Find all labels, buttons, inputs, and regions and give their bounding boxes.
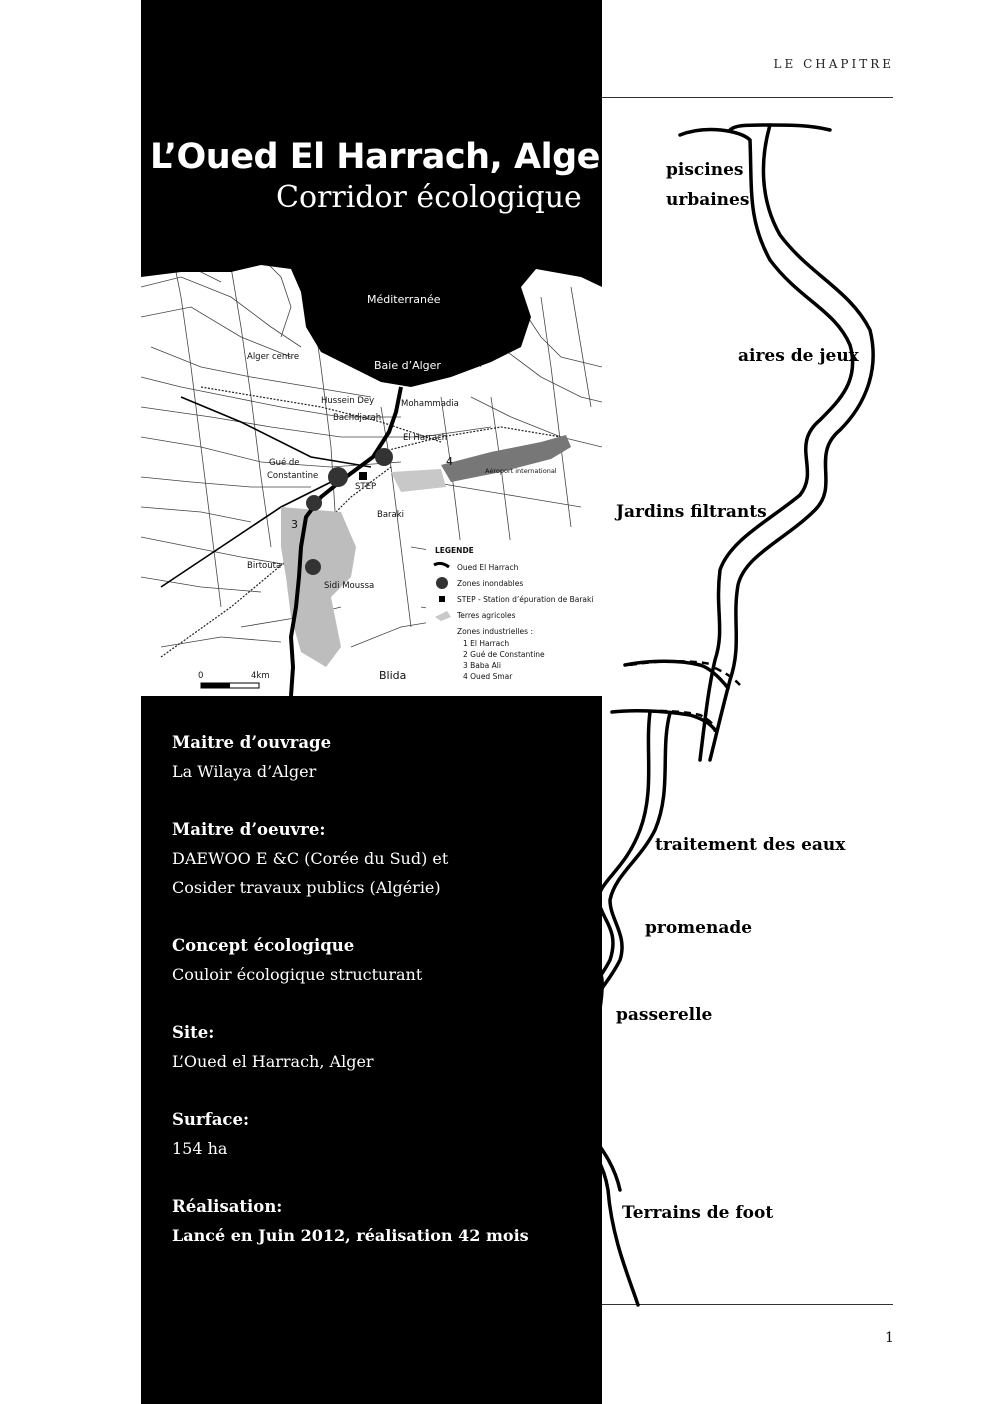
info-block-maitre-oeuvre — [172, 815, 529, 902]
flood-zone-marker — [306, 495, 322, 511]
page-subtitle: Corridor écologique — [276, 180, 582, 215]
amenity-label: Jardins filtrants — [616, 502, 767, 522]
info-value: DAEWOO E &C (Corée du Sud) et — [172, 849, 449, 868]
info-value: La Wilaya d’Alger — [172, 762, 317, 781]
info-label: Concept écologique — [172, 936, 355, 955]
amenity-label: aires de jeux — [738, 346, 859, 366]
amenity-label: Terrains de foot — [622, 1203, 774, 1223]
place-label: Mohammadia — [401, 399, 459, 409]
info-label: Surface: — [172, 1110, 250, 1129]
amenity-label: traitement des eaux — [655, 835, 846, 855]
amenity-label: promenade — [645, 918, 753, 938]
flood-zone-marker — [305, 559, 321, 575]
info-label: Maitre d’ouvrage — [172, 733, 332, 752]
legend-item: STEP - Station d’épuration de Baraki — [457, 595, 594, 604]
place-label: Gué de — [269, 458, 300, 468]
info-label: Réalisation: — [172, 1197, 283, 1216]
scale-start-label: 0 — [198, 671, 204, 681]
place-label: Blida — [379, 669, 407, 682]
place-label: Birtouta — [247, 561, 282, 571]
info-block-realisation — [172, 1192, 529, 1250]
info-label: Site: — [172, 1023, 215, 1042]
info-block-surface — [172, 1105, 529, 1163]
project-info — [172, 728, 529, 1279]
place-label: Alger centre — [247, 352, 300, 362]
legend-title: LEGENDE — [435, 546, 474, 555]
info-value: Cosider travaux publics (Algérie) — [172, 878, 441, 897]
page-title: L’Oued El Harrach, Alger — [150, 137, 617, 177]
zone-number-label: 4 — [446, 455, 453, 468]
place-label: STEP — [355, 482, 377, 492]
info-block-site — [172, 1018, 529, 1076]
legend-item: 1 El Harrach — [463, 639, 510, 648]
legend-item: Oued El Harrach — [457, 563, 519, 572]
place-label: El Harrach — [403, 433, 448, 443]
amenity-label: piscines — [666, 160, 744, 180]
page-number: 1 — [885, 1330, 894, 1346]
place-label: Constantine — [267, 471, 319, 481]
place-label: Sidi Moussa — [324, 581, 375, 591]
river-illustration — [520, 100, 900, 1310]
place-label: Hussein Dey — [321, 396, 375, 406]
legend-item: 2 Gué de Constantine — [463, 650, 545, 659]
legend-item: 3 Baba Ali — [463, 661, 501, 670]
top-rule — [602, 97, 893, 98]
chapter-label: LE CHAPITRE — [773, 57, 894, 71]
legend-item: 4 Oued Smar — [463, 672, 513, 681]
place-label: Bachdjarah — [333, 413, 382, 423]
place-label: Baraki — [377, 510, 405, 520]
amenity-label: passerelle — [616, 1005, 713, 1025]
info-label: Maitre d’oeuvre: — [172, 820, 326, 839]
scale-bar — [198, 671, 270, 688]
legend-item: Terres agricoles — [457, 611, 516, 620]
info-block-maitre-ouvrage — [172, 728, 529, 786]
step-marker — [359, 472, 367, 480]
place-label: Aéroport international — [485, 467, 557, 475]
info-value: Lancé en Juin 2012, réalisation 42 mois — [172, 1226, 529, 1245]
flood-zone-marker — [328, 467, 348, 487]
scale-end-label: 4km — [251, 671, 270, 681]
amenity-label: urbaines — [666, 190, 750, 210]
info-block-concept — [172, 931, 529, 989]
flood-zone-marker — [375, 448, 393, 466]
info-value: L’Oued el Harrach, Alger — [172, 1052, 374, 1071]
bay-label: Baie d’Alger — [374, 359, 441, 372]
zone-number-label: 3 — [291, 518, 298, 531]
sea-label: Méditerranée — [367, 293, 441, 306]
info-value: 154 ha — [172, 1139, 228, 1158]
info-value: Couloir écologique structurant — [172, 965, 423, 984]
legend-item: Zones inondables — [457, 579, 524, 588]
legend-item: Zones industrielles : — [457, 627, 533, 636]
